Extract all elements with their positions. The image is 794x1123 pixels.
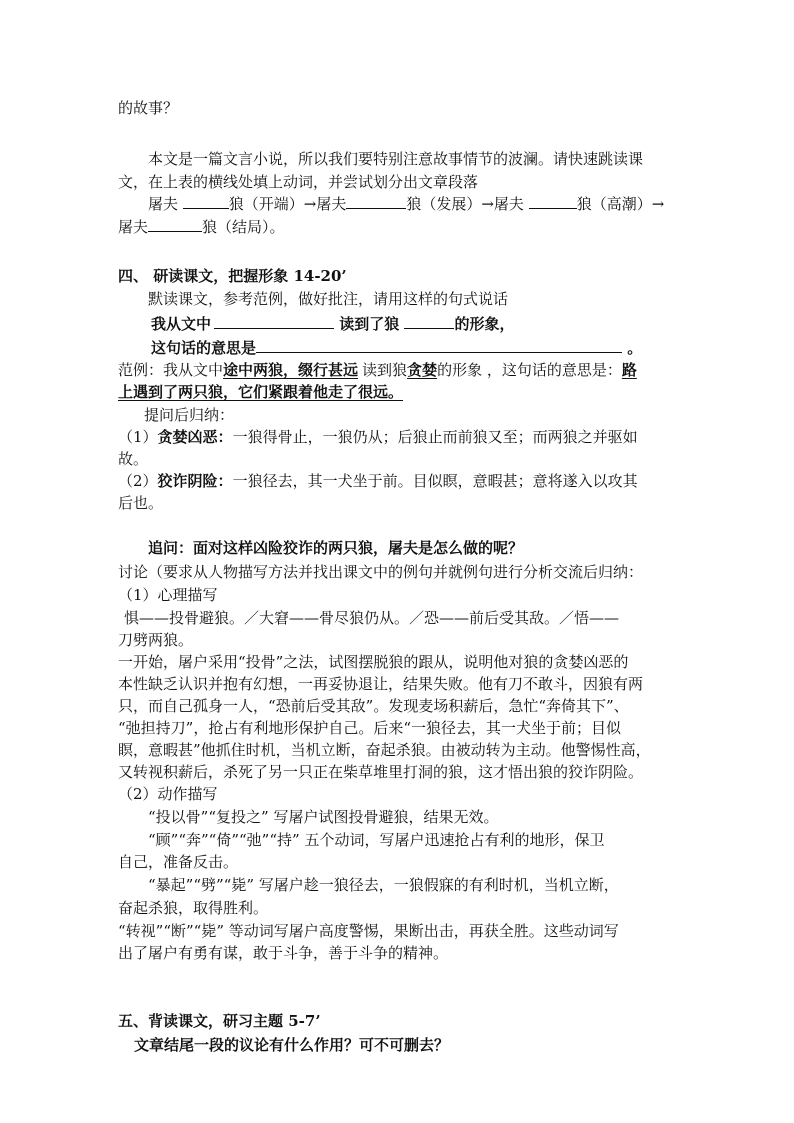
text-line: 又转视积薪后，杀死了另一只正在柴草堆里打洞的狼，这才悟出狼的狡诈阴险。 [118,763,644,781]
text-span: 这句话的意思是 [151,339,257,357]
meaning-span: 路 [621,361,637,379]
trait-label: 狡诈阴险： [157,472,233,490]
blank-field[interactable] [214,313,334,329]
text-line: 瞑，意暇甚”他抓住时机，当机立断，奋起杀狼。由被动转为主动。他警惕性高， [118,741,651,759]
text-line: 后也。 [118,494,164,512]
text-span: 的形象 ，这句话的意思是： [437,361,622,379]
trait-span: 贪婪 [407,361,438,379]
blank-field[interactable] [346,193,406,209]
follow-up-question: 追问：面对这样凶险狡诈的两只狼，屠夫是怎么做的呢？ [148,539,524,557]
section-heading: 五、背读课文，研习主题 5-7’ [118,1012,321,1030]
text-span: 一狼径去，其一犬坐于前。目似瞑，意暇甚；意将遂入以攻其 [232,472,638,490]
blank-field[interactable] [529,193,577,209]
text-span: 一狼得骨止，一狼仍从；后狼止而前狼又至；而两狼之并驱如 [232,428,638,446]
text-span: 范例：我从文中 [118,361,224,379]
text-span: 狼（开端）→屠夫 [228,195,347,213]
fill-in-line [148,193,664,215]
text-line: 本文是一篇文言小说，所以我们要特别注意故事情节的波澜。请快速跳读课 [148,150,644,168]
blank-field[interactable] [256,337,622,353]
text-line: 的故事？ [118,99,179,117]
sentence-pattern [151,313,514,335]
text-line: “投以骨”“复投之” 写屠户试图投骨避狼，结果无效。 [148,808,499,826]
text-line: 只，而自己孤身一人，“恐前后受其敌”。发现麦场积薪后，急忙“奔倚其下”、 [118,697,629,715]
text-line: 奋起杀狼，取得胜利。 [118,899,269,917]
text-line: 讨论（要求从人物描写方法并找出课文中的例句并就例句进行分析交流后归纳： [118,563,644,581]
blank-field[interactable] [404,313,454,329]
text-line: “弛担持刀”，抢占有利地形保护自己。后来“一狼径去，其一犬坐于前；目似 [118,719,622,737]
text-span: （2） [118,472,158,490]
example-meaning: 上遇到了两只狼，它们紧跟着他走了很远。 [118,383,404,401]
trait-line [118,470,638,492]
text-line: 文，在上表的横线处填上动词，并尝试划分出文章段落 [118,173,479,191]
section-heading: 四、 研读课文，把握形象 14-20’ [118,267,347,285]
example-line [118,359,637,381]
text-span: 。 [622,339,643,357]
text-span: （1） [118,428,158,446]
text-span: 读到狼 [362,361,408,379]
text-span: 屠夫 [148,195,183,213]
question-line: 文章结尾一段的议论有什么作用？可不可删去？ [134,1036,450,1054]
text-line: “暴起”“劈”“毙” 写屠户趁一狼径去，一狼假寐的有利时机，当机立断， [148,876,619,894]
blank-field[interactable] [183,193,229,209]
text-span: 狼（结局）。 [202,218,285,236]
text-line: （2）动作描写 [118,785,218,803]
text-span: 读到了狼 [334,315,405,333]
text-line: 自己，准备反击。 [118,853,239,871]
text-span: 狼（发展）→屠夫 [406,195,529,213]
text-line: 本性缺乏认识并抱有幻想，一再妥协退让，结果失败。他有刀不敢斗，因狼有两 [118,675,644,693]
trait-label: 贪婪凶恶： [157,428,233,446]
sentence-pattern [151,337,642,359]
fill-in-line [118,216,285,238]
text-line: （1）心理描写 [118,586,218,604]
text-line: 提问后归纳： [144,406,235,424]
text-line: 惧——投骨避狼。／大窘——骨尽狼仍从。／恐——前后受其敌。／悟—— [124,609,620,627]
quote-span: 途中两狼，缀行甚远 [223,361,359,379]
text-span: 的形象， [454,315,515,333]
text-line: 故。 [118,450,149,468]
text-line: “顾”“奔”“倚”“弛”“持” 五个动词，写屠户迅速抢占有利的地形，保卫 [148,831,605,849]
text-line: 出了屠户有勇有谋，敢于斗争，善于斗争的精神。 [118,944,449,962]
text-line: 一开始，屠户采用“投骨”之法，试图摆脱狼的跟从，说明他对狼的贪婪凶恶的 [118,653,629,671]
text-line: 默读课文，参考范例，做好批注，请用这样的句式说话 [148,290,509,308]
text-line: 刀劈两狼。 [118,631,194,649]
blank-field[interactable] [148,216,202,232]
text-span: 狼（高潮）→ [576,195,665,213]
text-line: “转视”“断”“毙” 等动词写屠户高度警惕，果断出击，再获全胜。这些动词写 [118,922,619,940]
text-span: 我从文中 [151,315,212,333]
trait-line [118,426,638,448]
text-span: 屠夫 [118,218,149,236]
